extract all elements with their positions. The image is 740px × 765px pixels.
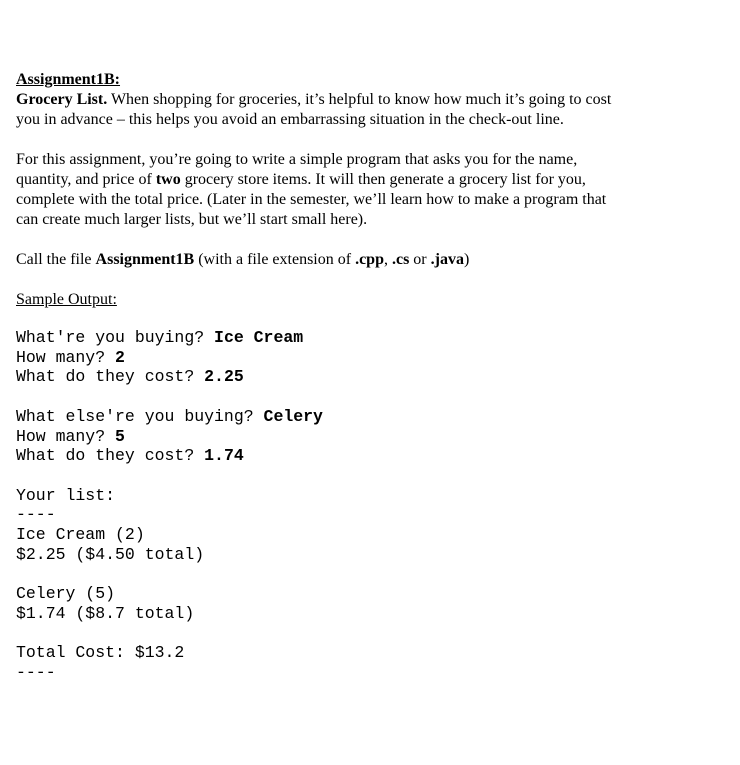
q2-answer: 2	[115, 347, 125, 367]
file-ext-cs: .cs	[391, 251, 410, 268]
total-cost: Total Cost: $13.2	[16, 643, 185, 663]
item1-price: $2.25 ($4.50 total)	[16, 544, 205, 564]
file-line-pre: Call the file	[16, 251, 96, 268]
document-page	[16, 70, 716, 683]
q1-answer: Ice Cream	[214, 328, 304, 347]
q5-answer: 5	[115, 426, 125, 446]
output-line-q2	[16, 348, 716, 368]
q3-prompt: What do they cost?	[16, 367, 205, 387]
para2-line-2-pre: quantity, and price of	[16, 171, 156, 188]
para2-line-3: complete with the total price. (Later in the semester, we’ll learn how to make a program that	[16, 191, 607, 208]
file-ext-cpp: .cpp	[355, 251, 384, 268]
para2-line-2-post: grocery store items. It will then generate a grocery list for you,	[180, 171, 586, 188]
q6-prompt: What do they cost?	[16, 446, 205, 466]
intro-line-2: you in advance – this helps you avoid an embarrassing situation in the check-out line.	[16, 111, 564, 128]
sample-output-block	[16, 328, 716, 683]
file-line-post: )	[463, 251, 470, 268]
output-line-q4	[16, 407, 716, 427]
q4-answer: Celery	[263, 406, 323, 426]
item1-name: Ice Cream (2)	[16, 525, 145, 544]
file-ext-java: .java	[430, 251, 464, 268]
para2-line-2	[16, 170, 716, 190]
q5-prompt: How many?	[16, 426, 116, 446]
your-list-label: Your list:	[16, 485, 116, 505]
sample-output-label	[16, 290, 716, 310]
item2-name: Celery (5)	[16, 584, 116, 604]
intro-line-1-rest: When shopping for groceries, it’s helpful to know how much it’s going to cost	[107, 91, 612, 108]
q4-prompt: What else're you buying?	[16, 406, 264, 426]
file-line-sep1: ,	[383, 251, 392, 268]
q6-answer: 1.74	[204, 446, 244, 466]
list-divider-bottom: ----	[16, 662, 56, 682]
para2-line-2-bold: two	[155, 171, 181, 188]
file-line-mid: (with a file extension of	[194, 251, 356, 268]
intro-line-1	[16, 90, 716, 110]
file-line-sep2: or	[409, 251, 431, 268]
item2-price: $1.74 ($8.7 total)	[16, 603, 195, 623]
q1-prompt: What're you buying?	[16, 328, 215, 347]
output-line-q3	[16, 367, 716, 387]
q3-answer: 2.25	[204, 367, 244, 387]
heading-text: Assignment1B:	[16, 71, 121, 88]
file-name-line	[16, 250, 716, 270]
intro-bold-lead: Grocery List.	[16, 91, 108, 108]
sample-output-text: Sample Output:	[16, 291, 117, 308]
output-line-q6	[16, 446, 716, 466]
para2-line-4: can create much larger lists, but we’ll start small here).	[16, 211, 368, 228]
q2-prompt: How many?	[16, 347, 116, 367]
assignment-heading	[16, 70, 716, 90]
list-divider-top: ----	[16, 505, 56, 525]
file-name: Assignment1B	[95, 251, 195, 268]
para2-line-1: For this assignment, you’re going to write a simple program that asks you for the name,	[16, 151, 578, 168]
output-line-q5	[16, 427, 716, 447]
output-line-q1	[16, 328, 716, 348]
